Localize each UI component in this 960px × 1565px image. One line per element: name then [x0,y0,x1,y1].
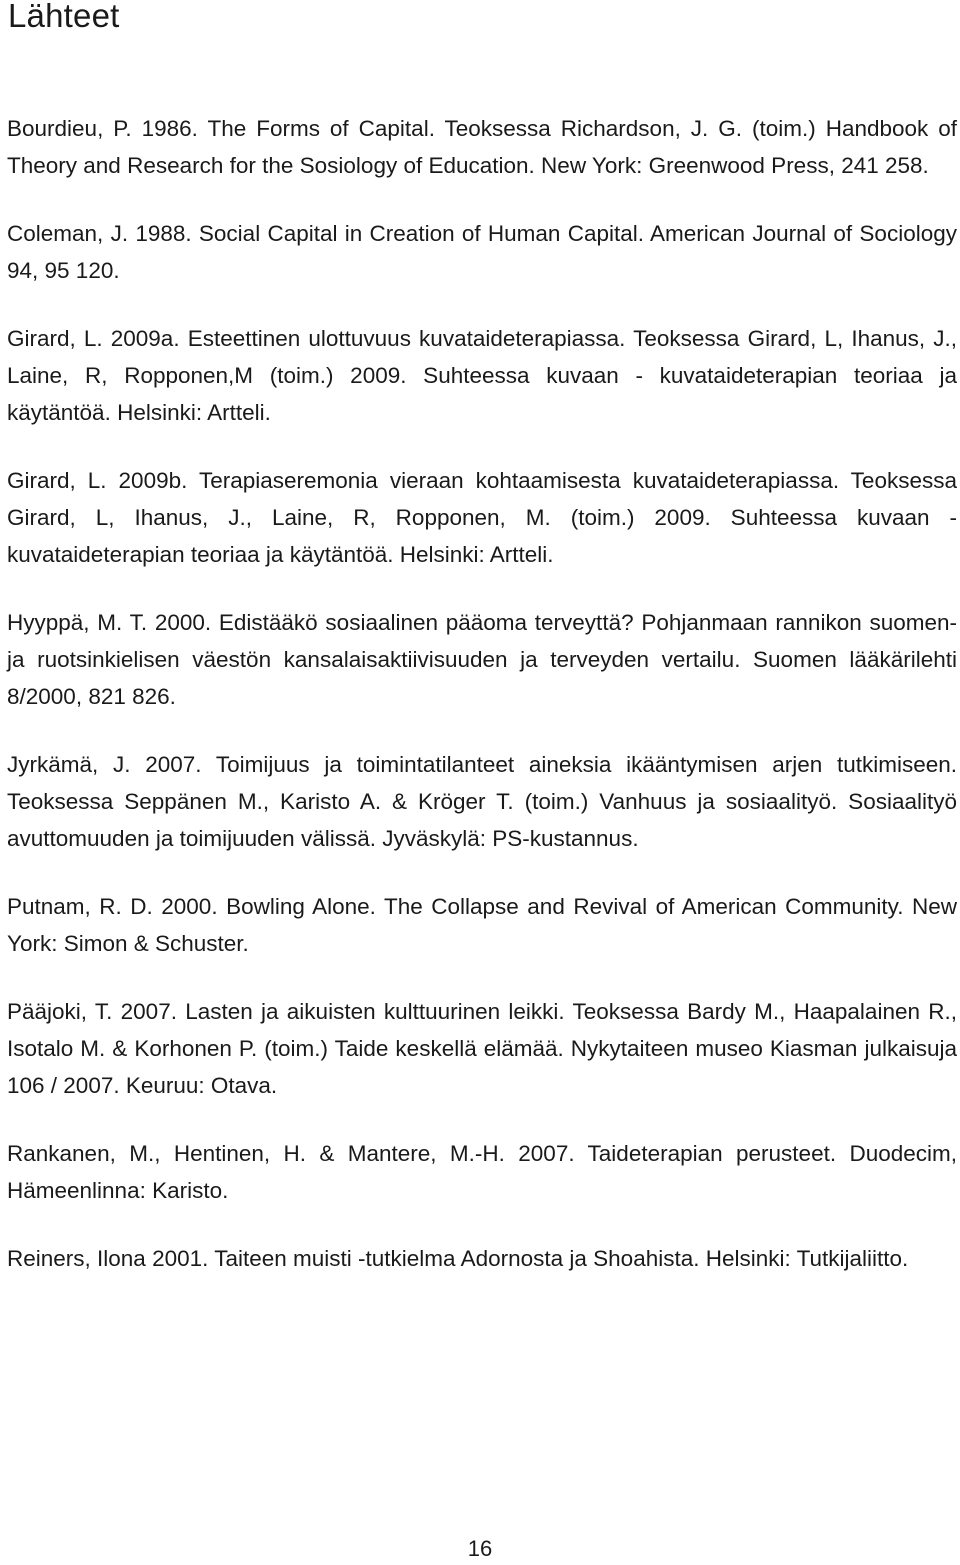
reference-item-paajoki-2007: Pääjoki, T. 2007. Lasten ja aikuisten kulttuurinen leikki. Teoksessa Bardy M., Haapalainen R., Isotalo M. & Korhonen P. (toim.) Taide keskellä elämää. Nykytaiteen museo Kiasman julkaisuja 106 / 2007. Keuruu: Otava. [7,999,957,1098]
reference-item-jyrkama-2007: Jyrkämä, J. 2007. Toimijuus ja toimintatilanteet aineksia ikääntymisen arjen tutkimiseen. Teoksessa Seppänen M., Karisto A. & Kröger T. (toim.) Vanhuus ja sosiaalityö. Sosiaalityö avuttomuuden ja toimijuuden välissä. Jyväskylä: PS-kustannus. [7,752,957,851]
reference-item-putnam-2000: Putnam, R. D. 2000. Bowling Alone. The Collapse and Revival of American Community. New York: Simon & Schuster. [7,894,957,956]
reference-item-coleman-1988: Coleman, J. 1988. Social Capital in Creation of Human Capital. American Journal of Sociology 94, 95 120. [7,221,957,283]
reference-item-girard-2009a: Girard, L. 2009a. Esteettinen ulottuvuus kuvataideterapiassa. Teoksessa Girard, L, Ihanus, J., Laine, R, Ropponen,M (toim.) 2009. Suhteessa kuvaan - kuvataideterapian teoriaa ja käytäntöä. Helsinki: Artteli. [7,326,957,425]
page-number: 16 [467,1536,493,1561]
reference-item-reiners-2001: Reiners, Ilona 2001. Taiteen muisti -tutkielma Adornosta ja Shoahista. Helsinki: Tutkijaliitto. [7,1246,909,1271]
reference-list [7,110,957,1308]
reference-item-hyyppa-2000: Hyyppä, M. T. 2000. Edistääkö sosiaalinen pääoma terveyttä? Pohjanmaan rannikon suomen- ja ruotsinkielisen väestön kansalaisaktiivisuuden ja terveyden vertailu. Suomen lääkärilehti 8/2000, 821 826. [7,610,957,709]
reference-item-bourdieu-1986: Bourdieu, P. 1986. The Forms of Capital. Teoksessa Richardson, J. G. (toim.) Handbook of Theory and Research for the Sosiology of Education. New York: Greenwood Press, 241 258. [7,116,957,178]
reference-item-girard-2009b: Girard, L. 2009b. Terapiaseremonia vieraan kohtaamisesta kuvataideterapiassa. Teoksessa Girard, L, Ihanus, J., Laine, R, Ropponen, M. (toim.) 2009. Suhteessa kuvaan - kuvataideterapian teoriaa ja käytäntöä. Helsinki: Artteli. [7,468,957,567]
page-title: Lähteet [8,0,120,34]
reference-item-rankanen-2007: Rankanen, M., Hentinen, H. & Mantere, M.-H. 2007. Taideterapian perusteet. Duodecim, Hämeenlinna: Karisto. [7,1141,957,1203]
